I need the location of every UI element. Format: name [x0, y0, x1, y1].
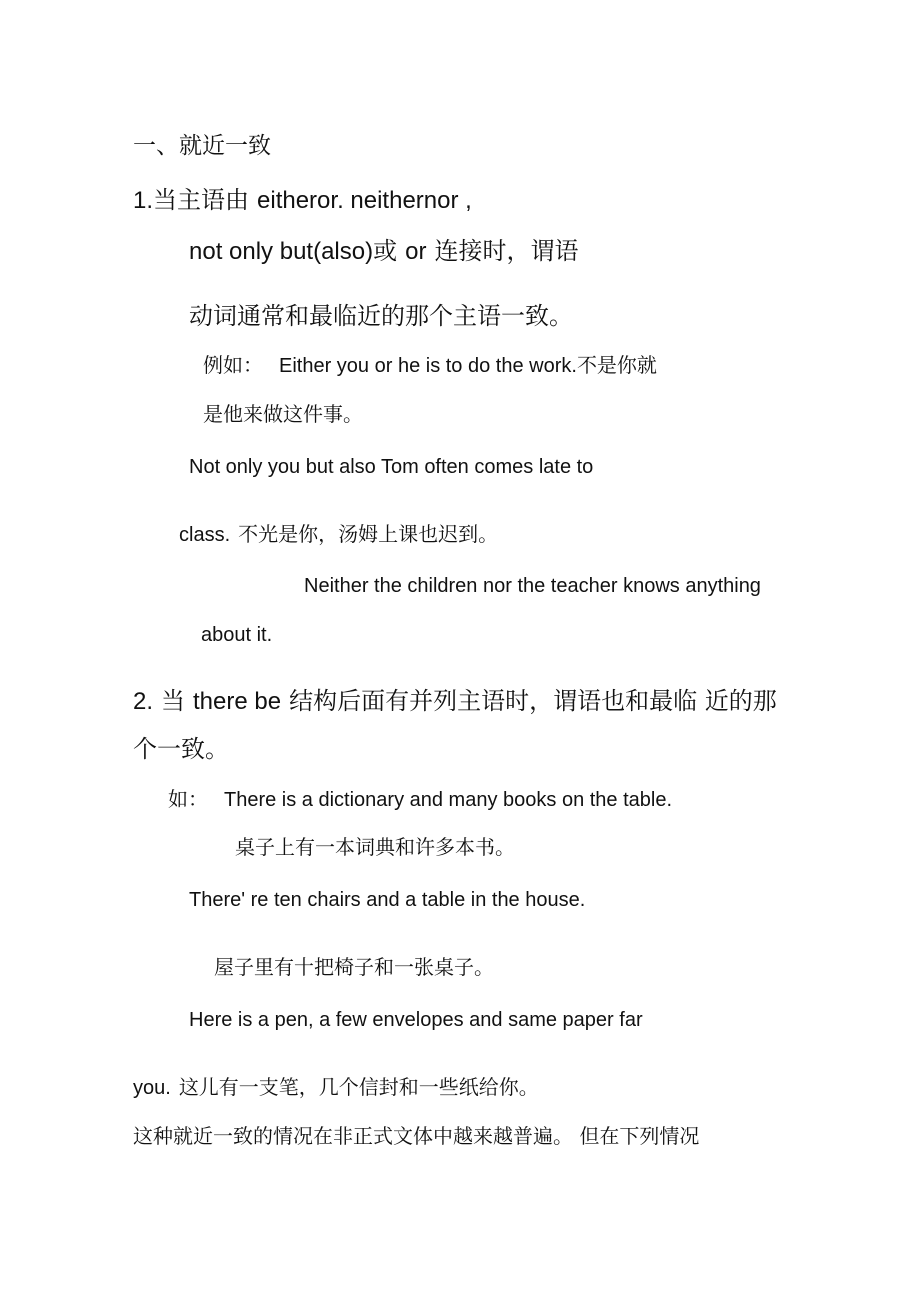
rule2-example3-cn: 这儿有一支笔，几个信封和一些纸给你。 [178, 1075, 539, 1099]
rule2-text-en: there be [193, 688, 282, 715]
rule1-line1 [133, 188, 472, 213]
rule2-example1 [168, 789, 672, 810]
rule1-line2-d: 连接时，谓语 [434, 237, 579, 265]
rule1-line3: 动词通常和最临近的那个主语一致。 [189, 302, 573, 330]
rule1-example2-en: Not only you but also Tom often comes late to [189, 456, 594, 478]
rule1-example3-en-b: about it. [201, 624, 273, 646]
rule2-example1-en: There is a dictionary and many books on the table. [224, 789, 673, 811]
rule1-example1-cn-b: 是他来做这件事。 [203, 402, 363, 426]
rule1-example-label: 例如： [203, 353, 263, 377]
rule2-text-cn-b: 结构后面有并列主语时，谓语也和最临 近的那 [289, 687, 777, 715]
rule1-number: 1. [133, 187, 154, 214]
rule2-example2-cn: 屋子里有十把椅子和一张桌子。 [214, 955, 494, 979]
rule2-text-cn-a: 当 [161, 687, 186, 715]
rule1-example3-en: Neither the children nor the teacher knows anything [304, 575, 761, 597]
rule2-line2: 个一致。 [133, 735, 229, 763]
rule1-example2-cn: 不光是你，汤姆上课也迟到。 [238, 522, 499, 546]
rule1-line2-c: or [405, 238, 427, 265]
rule2-example3-en: Here is a pen, a few envelopes and same paper far [189, 1009, 643, 1031]
rule1-example2-b [179, 524, 498, 545]
rule2-number: 2. [133, 688, 154, 715]
rule1-line2-a: not only but(also) [189, 238, 374, 265]
rule1-line2-b: 或 [373, 237, 398, 265]
closing-paragraph: 这种就近一致的情况在非正式文体中越来越普遍。 但在下列情况 [133, 1124, 700, 1148]
rule2-example3-b [133, 1077, 539, 1098]
rule2-example3-en-b: you. [133, 1077, 171, 1099]
rule1-example1-en: Either you or he is to do the work. [279, 355, 577, 377]
rule2-example2-en: There' re ten chairs and a table in the house. [189, 889, 586, 911]
rule2-example-label: 如： [168, 787, 208, 811]
rule2-example1-cn: 桌子上有一本词典和许多本书。 [235, 835, 515, 859]
section-title: 一、就近一致 [133, 133, 271, 159]
rule1-line1-en: eitheror. neithernor , [257, 187, 472, 214]
rule1-line2 [189, 239, 578, 264]
rule2-line1 [133, 689, 777, 714]
rule1-example2-en-b: class. [179, 524, 231, 546]
rule1-line1-cn: 当主语由 [153, 186, 250, 214]
rule1-example1 [203, 355, 657, 376]
rule1-example1-cn-a: 不是你就 [576, 353, 657, 377]
